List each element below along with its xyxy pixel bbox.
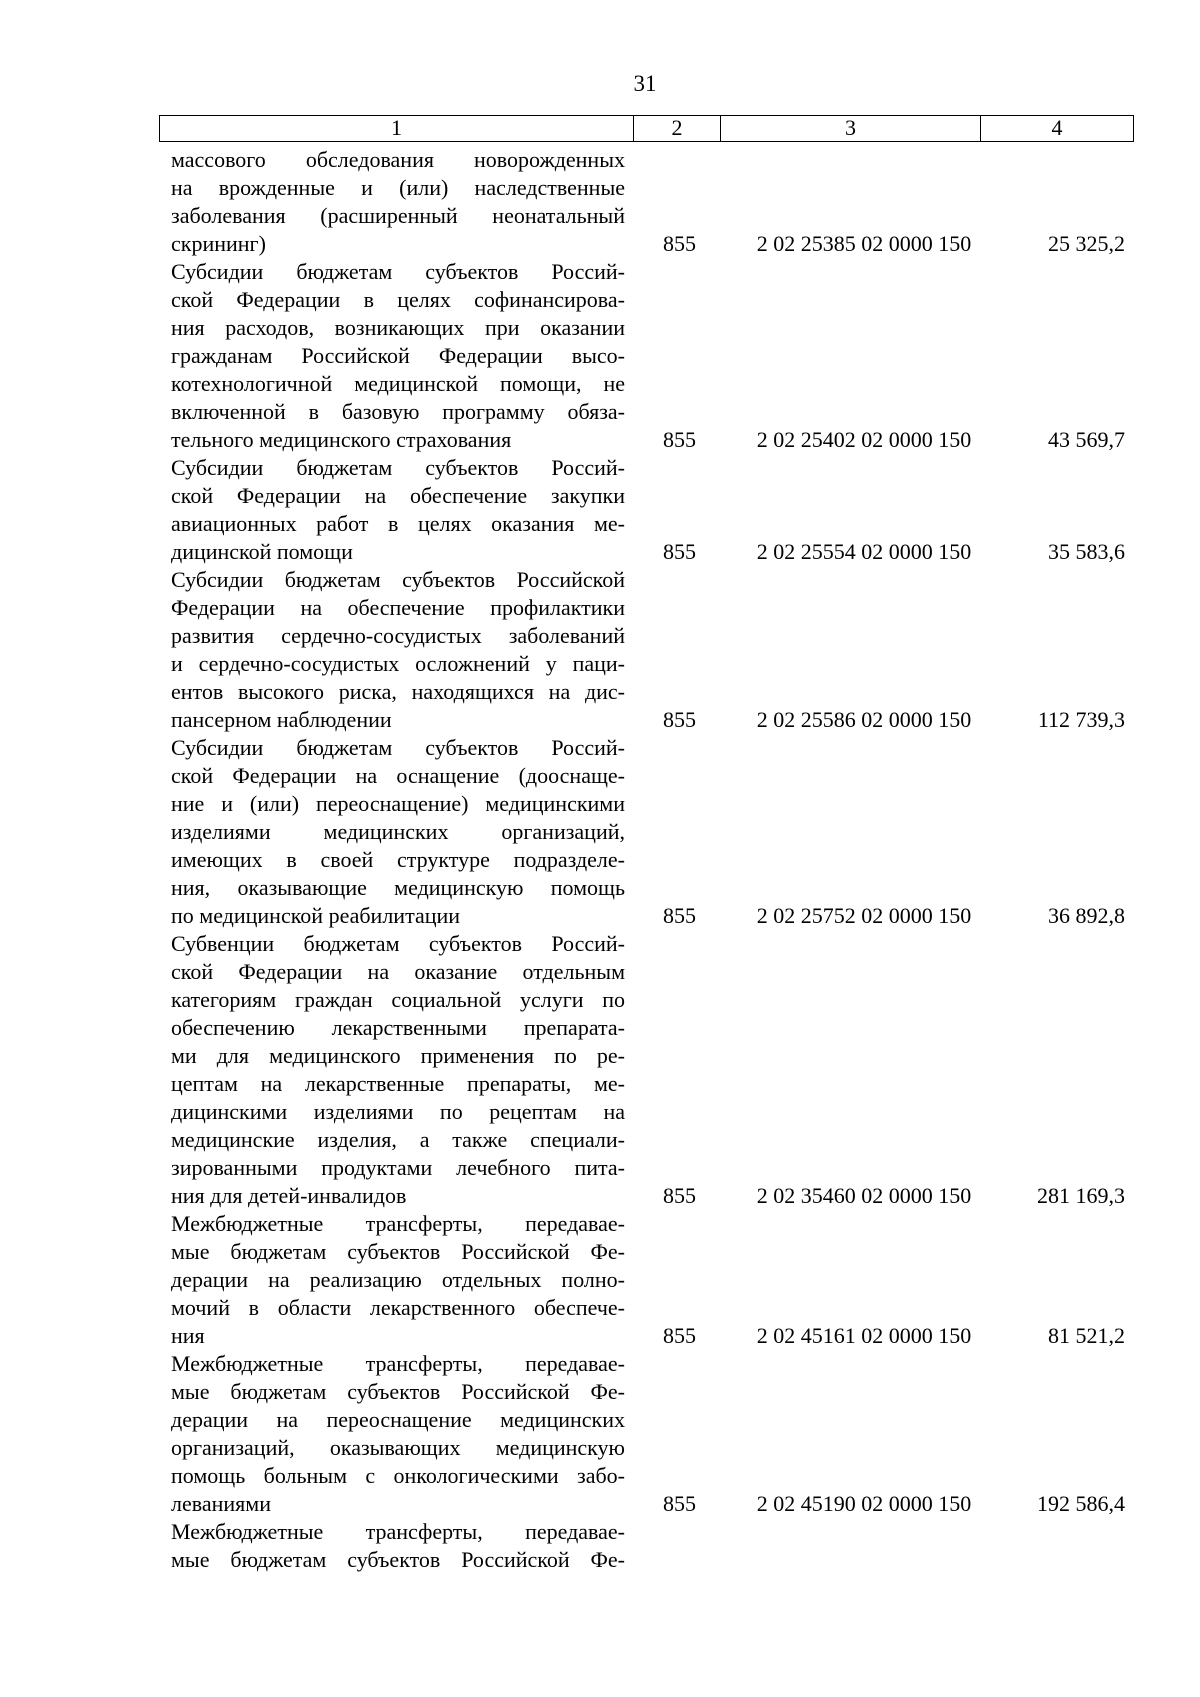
description-line: ской Федерации на оснащение (дооснаще- (171, 763, 625, 788)
row-description (171, 734, 625, 930)
description-line: по медицинской реабилитации (171, 903, 461, 928)
description-line: ния, оказывающие медицинскую помощь (171, 875, 625, 900)
table-row (171, 1518, 1131, 1574)
description-line: ской Федерации на оказание отдельным (171, 959, 625, 984)
description-line: ской Федерации на обеспечение закупки (171, 483, 625, 508)
table-row (171, 734, 1131, 930)
description-line: Межбюджетные трансферты, передавае- (171, 1211, 625, 1236)
table-row (171, 566, 1131, 734)
table-header (159, 115, 1134, 142)
row-description (171, 1210, 625, 1350)
description-line: мые бюджетам субъектов Российской Фе- (171, 1547, 625, 1572)
description-line: Субсидии бюджетам субъектов Россий- (171, 455, 625, 480)
row-description (171, 146, 625, 258)
header-col-4: 4 (1051, 115, 1063, 140)
budget-code: 2 02 25402 02 0000 150 (756, 427, 972, 452)
description-line: изделиями медицинских организаций, (171, 819, 625, 844)
row-description (171, 258, 625, 454)
description-line: скрининг) (171, 231, 266, 256)
description-line: Субсидии бюджетам субъектов Российской (171, 567, 625, 592)
description-line: леваниями (171, 1491, 271, 1516)
description-line: категориям граждан социальной услуги по (171, 987, 625, 1012)
table-row (171, 1210, 1131, 1350)
budget-code: 2 02 25586 02 0000 150 (756, 707, 972, 732)
budget-code: 2 02 45190 02 0000 150 (756, 1491, 972, 1516)
description-line: заболевания (расширенный неонатальный (171, 203, 625, 228)
description-line: ми для медицинского применения по ре- (171, 1043, 625, 1068)
header-col-1: 1 (160, 116, 634, 141)
description-line: и сердечно-сосудистых осложнений у паци- (171, 651, 625, 676)
description-line: Субвенции бюджетам субъектов Россий- (171, 931, 625, 956)
description-line: Субсидии бюджетам субъектов Россий- (171, 735, 625, 760)
description-line: Межбюджетные трансферты, передавае- (171, 1351, 625, 1376)
admin-code: 855 (663, 707, 696, 732)
description-line: медицинские изделия, а также специали- (171, 1127, 625, 1152)
row-description (171, 454, 625, 566)
description-line: дицинскими изделиями по рецептам на (171, 1099, 625, 1124)
description-line: развития сердечно-сосудистых заболеваний (171, 623, 625, 648)
description-line: гражданам Российской Федерации высо- (171, 343, 625, 368)
table-body (171, 146, 1131, 1574)
description-line: обеспечению лекарственными препарата- (171, 1015, 625, 1040)
table-row (171, 930, 1131, 1210)
budget-code: 2 02 25554 02 0000 150 (756, 539, 972, 564)
budget-code: 2 02 45161 02 0000 150 (756, 1323, 972, 1348)
admin-code: 855 (663, 539, 696, 564)
admin-code: 855 (663, 1491, 696, 1516)
amount: 43 569,7 (1048, 427, 1125, 452)
description-line: мые бюджетам субъектов Российской Фе- (171, 1379, 625, 1404)
description-line: зированными продуктами лечебного пита- (171, 1155, 625, 1180)
description-line: помощь больным с онкологическими забо- (171, 1463, 625, 1488)
description-line: авиационных работ в целях оказания ме- (171, 511, 625, 536)
budget-code: 2 02 25385 02 0000 150 (756, 231, 972, 256)
admin-code: 855 (663, 231, 696, 256)
budget-code: 2 02 25752 02 0000 150 (756, 903, 972, 928)
description-line: мочий в области лекарственного обеспече- (171, 1295, 625, 1320)
table-row (171, 258, 1131, 454)
admin-code: 855 (663, 1183, 696, 1208)
description-line: цептам на лекарственные препараты, ме- (171, 1071, 625, 1096)
description-line: дицинской помощи (171, 539, 353, 564)
admin-code: 855 (663, 903, 696, 928)
amount: 25 325,2 (1048, 231, 1125, 256)
table-row (171, 146, 1131, 258)
row-description (171, 1518, 625, 1574)
description-line: котехнологичной медицинской помощи, не (171, 371, 625, 396)
description-line: Межбюджетные трансферты, передавае- (171, 1519, 625, 1544)
admin-code: 855 (663, 1323, 696, 1348)
table-row (171, 454, 1131, 566)
description-line: дерации на реализацию отдельных полно- (171, 1267, 625, 1292)
description-line: на врожденные и (или) наследственные (171, 175, 625, 200)
amount: 112 739,3 (1037, 707, 1125, 732)
page-number: 31 (633, 71, 657, 96)
table-row (171, 1350, 1131, 1518)
amount: 192 586,4 (1037, 1491, 1125, 1516)
row-description (171, 566, 625, 734)
budget-code: 2 02 35460 02 0000 150 (756, 1183, 972, 1208)
amount: 81 521,2 (1048, 1323, 1125, 1348)
amount: 36 892,8 (1048, 903, 1125, 928)
description-line: имеющих в своей структуре подразделе- (171, 847, 625, 872)
header-col-3: 3 (721, 116, 981, 141)
description-line: Федерации на обеспечение профилактики (171, 595, 625, 620)
description-line: ния расходов, возникающих при оказании (171, 315, 625, 340)
description-line: ния для детей-инвалидов (171, 1183, 407, 1208)
description-line: Субсидии бюджетам субъектов Россий- (171, 259, 625, 284)
row-description (171, 930, 625, 1210)
description-line: тельного медицинского страхования (171, 427, 512, 452)
amount: 35 583,6 (1048, 539, 1125, 564)
row-description (171, 1350, 625, 1518)
description-line: ской Федерации в целях софинансирова- (171, 287, 625, 312)
description-line: ния (171, 1323, 205, 1348)
description-line: дерации на переоснащение медицинских (171, 1407, 625, 1432)
amount: 281 169,3 (1037, 1183, 1125, 1208)
description-line: мые бюджетам субъектов Российской Фе- (171, 1239, 625, 1264)
description-line: организаций, оказывающих медицинскую (171, 1435, 625, 1460)
description-line: пансерном наблюдении (171, 707, 392, 732)
description-line: ентов высокого риска, находящихся на дис- (171, 679, 625, 704)
description-line: массового обследования новорожденных (171, 147, 625, 172)
description-line: включенной в базовую программу обяза- (171, 399, 625, 424)
description-line: ние и (или) переоснащение) медицинскими (171, 791, 625, 816)
header-col-2: 2 (634, 116, 721, 141)
admin-code: 855 (663, 427, 696, 452)
